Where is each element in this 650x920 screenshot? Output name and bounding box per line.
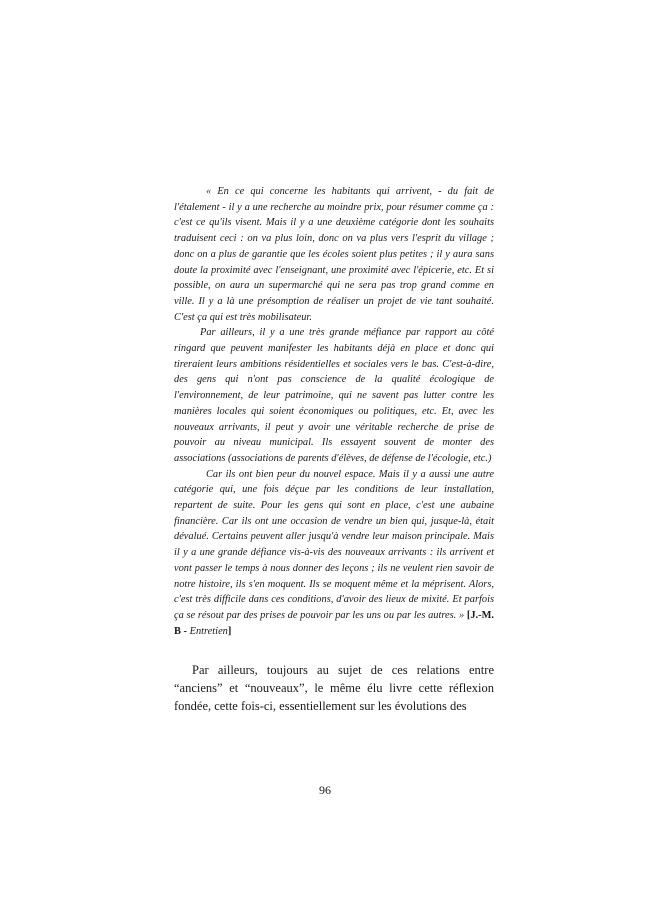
page-number: 96 xyxy=(319,783,331,797)
interview-quote xyxy=(174,184,494,639)
quote-paragraph: Par ailleurs, il y a une très grande méfiance par rapport au côté ringard que peuvent manifester les habitants déjà en place et donc qui tireraient leurs ambitions résidentielles et sociales vers le bas. C'est-à-dire, des gens qui n'ont pas conscience de la qualité écologique de l'environnement, de leur patrimoine, qui ne savent pas lutter contre les manières locales qui soient économiques ou politiques, etc. Et, avec les nouveaux arrivants, il peut y avoir une véritable recherche de prise de pouvoir au niveau municipal. Ils essayent souvent de monter des associations (associations de parents d'élèves, de défense de l'écologie, etc.) xyxy=(174,327,494,464)
quote-paragraph-text: Car ils ont bien peur du nouvel espace. Mais il y a aussi une autre catégorie qui, une fois déçue par les conditions de leur installation, repartent de suite. Pour les gens qui sont en place, c'est une aubaine financière. Car ils ont une occasion de vendre un bien qui, jusque-là, était dévalué. Certains peuvent aller jusqu'à vendre leur maison principale. Mais il y a une grande défiance vis-à-vis des nouveaux arrivants : ils arrivent et vont passer le temps à nous donner des leçons ; ils ne veulent rien savoir de notre histoire, ils s'en moquent. Ils se moquent même et la méprisent. Alors, c'est très difficile dans ces conditions, d'avoir des lieux de mixité. Et parfois ça se résout par des prises de pouvoir par les uns ou par les autres. » xyxy=(174,468,494,621)
quote-paragraph: « En ce qui concerne les habitants qui arrivent, - du fait de l'étalement - il y a une recherche au moindre prix, pour résumer comme ça : c'est ce qu'ils visent. Mais il y a une deuxième catégorie dont les souhaits traduisent ceci : on va plus loin, donc on va plus vers l'esprit du village ; donc on a plus de garantie que les écoles soient plus petites ; il y aura sans doute la proximité avec l'enseignant, une proximité avec l'épicerie, etc. Et si possible, on aura un supermarché qui ne sera pas trop grand comme en ville. Il y a là une présomption de réaliser un projet de vie tant souhaité. C'est ça qui est très mobilisateur. xyxy=(174,186,494,323)
citation-author: [J.-M. B xyxy=(174,609,494,637)
body-paragraph: Par ailleurs, toujours au sujet de ces relations entre “anciens” et “nouveaux”, le même élu livre cette réflexion fondée, cette fois-ci, essentiellement sur les évolutions des xyxy=(174,663,494,713)
citation-source: Entretien xyxy=(189,625,228,637)
citation-separator: - xyxy=(180,625,190,637)
citation-close: ] xyxy=(227,625,232,637)
quote-paragraph-last xyxy=(174,467,494,640)
